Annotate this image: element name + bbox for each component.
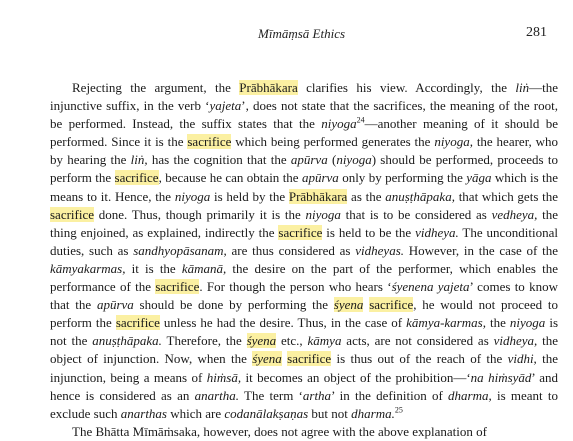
text-run: The unconditional duties, such as [50, 224, 558, 258]
highlighted-term: sacrifice [155, 279, 200, 295]
italic-term: niyoga [336, 152, 372, 168]
footnote-ref: 25 [394, 405, 403, 415]
highlighted-term: śyena [252, 351, 282, 367]
text-run: ’ comes to know that the [50, 279, 559, 313]
text-run: is thus out of the reach of the [331, 351, 508, 367]
text-run: the thing enjoined, as explained, indirectly the [50, 206, 558, 240]
text-run: as the [347, 188, 386, 204]
text-run: ) should be performed, proceeds to perform the [50, 152, 558, 186]
italic-term: anuṣṭhāpaka. [92, 333, 162, 349]
italic-term: kāmya-karmas, [406, 315, 486, 331]
text-run: is meant to exclude such [50, 387, 558, 421]
text-run: should be done by performing the [133, 297, 334, 313]
text-run: etc., [276, 333, 308, 349]
italic-term: anartha. [194, 387, 240, 403]
italic-term: kāmya [307, 333, 342, 349]
text-run: ’ and hence is considered as an [50, 369, 558, 403]
text-run: ’, does not state that the sacrifices, the meaning of the root, be performed. Instead, the suffix states that the [50, 98, 558, 132]
text-run: —the injunctive suffix, in the verb ‘ [50, 80, 558, 114]
text-run: the hearer, who by hearing the [50, 134, 558, 168]
italic-term: niyoga [305, 206, 341, 222]
italic-term: anuṣṭhāpaka, [385, 188, 455, 204]
italic-term: hiṁsā, [206, 369, 242, 385]
text-run: , because he can obtain the [158, 170, 302, 186]
text-run: which being performed generates the [231, 134, 435, 150]
highlighted-term: sacrifice [278, 224, 323, 240]
highlighted-term: sacrifice [369, 297, 414, 313]
text-run: it is the [125, 260, 182, 276]
highlighted-term: śyena [333, 297, 364, 313]
text-run: unless he had the desire. Thus, in the case of [159, 315, 407, 331]
text-run: Rejecting the argument, the [72, 80, 240, 95]
text-run: the object of injunction. Now, when the [50, 333, 558, 367]
italic-term: liṅ [515, 80, 530, 95]
italic-term: na hiṁsyād [470, 369, 532, 385]
italic-term: śyenena yajeta [391, 279, 470, 295]
italic-term: apūrva [301, 170, 339, 186]
footnote-ref: 24 [356, 115, 365, 125]
italic-term: niyoga [321, 116, 357, 132]
running-title: Mīmāṃsā Ethics [258, 26, 346, 41]
text-run: is held to be the [322, 224, 416, 240]
italic-term: anarthas [120, 405, 167, 421]
italic-term: niyoga, [434, 134, 473, 150]
text-run: which are [167, 405, 225, 421]
italic-term: kāmanā, [181, 260, 227, 276]
highlighted-term: sacrifice [50, 206, 95, 222]
text-run: —another meaning of it should be performed. Since it is the [50, 116, 558, 150]
highlighted-term: Prābhākara [239, 80, 298, 95]
text-run: The Bhātta Mīmāṁsaka, however, does not agree with the above explanation of [72, 423, 487, 439]
text-run: , he would not proceed to perform the [50, 297, 558, 331]
text-run: are thus considered as [226, 242, 356, 258]
italic-term: niyoga [174, 188, 211, 204]
paragraph-1 [50, 79, 558, 423]
highlighted-term: sacrifice [115, 315, 160, 331]
text-run: it becomes an object of the prohibition—‘ [241, 369, 471, 385]
text-run: However, in the case of the [404, 242, 559, 258]
italic-term: dharma. [351, 405, 395, 421]
text-run: which is the means to it. Hence, the [50, 170, 558, 204]
italic-term: sandhyopāsanam, [133, 242, 227, 258]
page-header [0, 26, 573, 46]
text-run: the desire on the part of the performer, which enables the performance of the [50, 260, 558, 295]
text-run: is not the [50, 315, 559, 349]
italic-term: vidheya. [415, 224, 459, 240]
text-run: that which gets the [454, 188, 558, 204]
paragraph-2 [50, 423, 558, 441]
italic-term: vidheya, [493, 333, 538, 349]
italic-term: liṅ, [130, 152, 148, 168]
italic-term: kāmyakarmas, [50, 260, 126, 276]
italic-term: vedheya, [491, 206, 538, 222]
highlighted-term: sacrifice [287, 351, 332, 367]
text-run: acts, are not considered as [341, 333, 494, 349]
text-run: the [485, 315, 510, 331]
text-run: . For though the person who hears ‘ [199, 279, 392, 295]
text-run: has the cognition that the [147, 152, 291, 168]
italic-term: codanālakṣaṇas [224, 405, 309, 421]
italic-term: dharma, [448, 387, 492, 403]
highlighted-term: sacrifice [114, 170, 159, 186]
text-run: The term ‘ [239, 387, 303, 403]
text-run: clarifies his view. Accordingly, the [297, 80, 516, 95]
text-run: only by performing the [338, 170, 467, 186]
highlighted-term: Prābhākara [288, 188, 348, 204]
italic-term: yajeta [209, 98, 242, 114]
text-run: is held by the [210, 188, 289, 204]
highlighted-term: śyena [246, 333, 277, 349]
italic-term: vidhi, [507, 351, 537, 367]
text-run: ’ in the definition of [331, 387, 449, 403]
italic-term: artha [302, 387, 332, 403]
text-run: Therefore, the [161, 333, 247, 349]
page-number: 281 [526, 25, 547, 40]
text-run: done. Thus, though primarily it is the [94, 206, 306, 222]
text-run: that is to be considered as [340, 206, 492, 222]
italic-term: apūrva [96, 297, 134, 313]
text-run: the injunction, being a means of [50, 351, 559, 385]
italic-term: niyoga [509, 315, 546, 331]
highlighted-term: sacrifice [187, 134, 232, 150]
italic-term: vidheyas. [355, 242, 404, 258]
text-run: but not [308, 405, 352, 421]
italic-term: yāga [466, 170, 492, 186]
italic-term: apūrva [290, 152, 328, 168]
body-text [50, 79, 558, 441]
text-run: ( [327, 152, 337, 168]
